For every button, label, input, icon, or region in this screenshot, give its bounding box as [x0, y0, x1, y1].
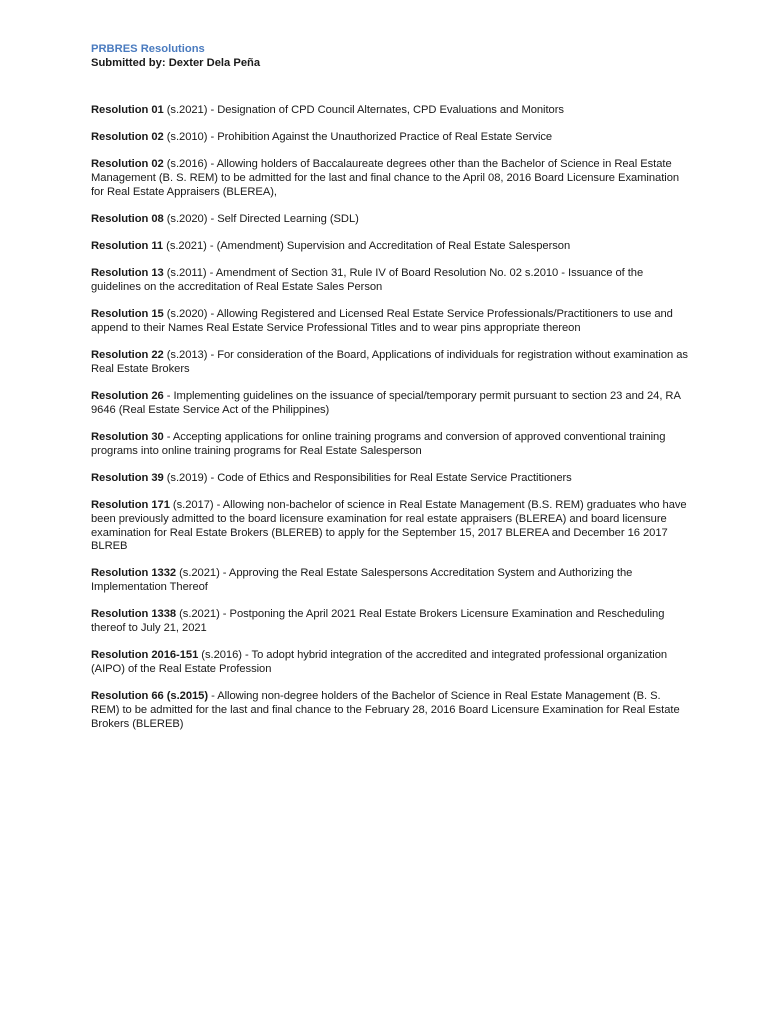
resolution-number: Resolution 171	[91, 499, 170, 512]
resolution-text: - Allowing non-degree holders of the Bachelor of Science in Real Estate Management (B. S. REM) to be admitted for the last and final chance to the February 28, 2016 Board Licensure Examination for Real Estate Brokers (BLEREB)	[91, 690, 680, 730]
resolution-number: Resolution 02	[91, 158, 164, 171]
resolution-item	[91, 240, 689, 254]
resolution-text: (s.2021) - (Amendment) Supervision and Accreditation of Real Estate Salesperson	[163, 240, 571, 253]
resolution-number: Resolution 30	[91, 431, 164, 444]
resolution-item	[91, 131, 689, 145]
resolution-number: Resolution 08	[91, 213, 164, 226]
resolution-number: Resolution 11	[91, 240, 164, 253]
resolution-text: (s.2010) - Prohibition Against the Unauthorized Practice of Real Estate Service	[163, 131, 553, 144]
resolution-text: - Implementing guidelines on the issuance of special/temporary permit pursuant to section 23 and 24, RA 9646 (Real Estate Service Act of the Philippines)	[91, 390, 681, 416]
resolution-item	[91, 690, 689, 731]
resolution-text: (s.2016) - Allowing holders of Baccalaureate degrees other than the Bachelor of Science in Real Estate Management (B. S. REM) to be admitted for the last and final chance to the April 08, 2016 Board Licensure Examination for Real Estate Appraisers (BLEREA),	[91, 158, 680, 198]
resolution-text: (s.2021) - Postponing the April 2021 Real Estate Brokers Licensure Examination and Rescheduling thereof to July 21, 2021	[91, 608, 665, 635]
resolution-number: Resolution 1332	[91, 567, 177, 580]
resolution-text: (s.2011) - Amendment of Section 31, Rule IV of Board Resolution No. 02 s.2010 - Issuance of the guidelines on the accreditation of Real Estate Sales Person	[91, 267, 644, 294]
resolution-item	[91, 267, 689, 294]
resolution-text: (s.2013) - For consideration of the Board, Applications of individuals for registration without examination as Real Estate Brokers	[91, 349, 688, 375]
resolution-number: Resolution 02	[91, 131, 164, 144]
resolution-number: Resolution 13	[91, 267, 164, 280]
resolution-item	[91, 499, 689, 554]
resolution-number: Resolution 1338	[91, 608, 177, 621]
resolution-list	[91, 104, 689, 731]
resolution-number: Resolution 2016-151	[91, 649, 199, 662]
resolution-item	[91, 608, 689, 635]
document-page	[91, 42, 689, 745]
resolution-number: Resolution 39	[91, 471, 164, 484]
resolution-item	[91, 431, 689, 458]
resolution-item	[91, 472, 689, 486]
resolution-text: (s.2021) - Approving the Real Estate Salespersons Accreditation System and Authorizing the Implementation Thereof	[91, 567, 633, 594]
resolution-text: (s.2021) - Designation of CPD Council Alternates, CPD Evaluations and Monitors	[163, 104, 564, 116]
resolution-item	[91, 567, 689, 594]
resolution-number: Resolution 26	[91, 390, 164, 403]
resolution-item	[91, 213, 689, 227]
resolution-text: (s.2019) - Code of Ethics and Responsibilities for Real Estate Service Practitioners	[163, 471, 572, 484]
resolution-item	[91, 390, 689, 417]
submitted-by: Submitted by: Dexter Dela Peña	[91, 57, 261, 69]
resolution-item	[91, 308, 689, 335]
resolution-number: Resolution 01	[91, 104, 164, 116]
resolution-item	[91, 349, 689, 376]
resolution-item	[91, 649, 689, 676]
resolution-text: (s.2017) - Allowing non-bachelor of science in Real Estate Management (B.S. REM) graduates who have been previously admitted to the board licensure examination for real estate appraisers (BLEREA) and board licensure examination for Real Estate Brokers (BLEREB) to apply for the September 15, 2017 BLEREA and December 16 2017 BLREB	[91, 499, 687, 553]
resolution-text: (s.2020) - Allowing Registered and Licensed Real Estate Service Professionals/Practitioners to use and append to their Names Real Estate Service Professional Titles and to wear pins appropriate thereon	[91, 308, 673, 335]
resolution-number: Resolution 15	[91, 308, 164, 321]
resolution-text: - Accepting applications for online training programs and conversion of approved conventional training programs into online training programs for Real Estate Salesperson	[91, 431, 666, 457]
resolution-text: (s.2020) - Self Directed Learning (SDL)	[163, 213, 359, 226]
resolution-number: Resolution 22	[91, 349, 164, 362]
resolution-item	[91, 104, 689, 118]
resolution-item	[91, 158, 689, 199]
resolution-text: (s.2016) - To adopt hybrid integration of the accredited and integrated professional organization (AIPO) of the Real Estate Profession	[91, 649, 668, 675]
resolution-number: Resolution 66 (s.2015)	[91, 690, 209, 703]
document-title: PRBRES Resolutions	[91, 43, 205, 55]
